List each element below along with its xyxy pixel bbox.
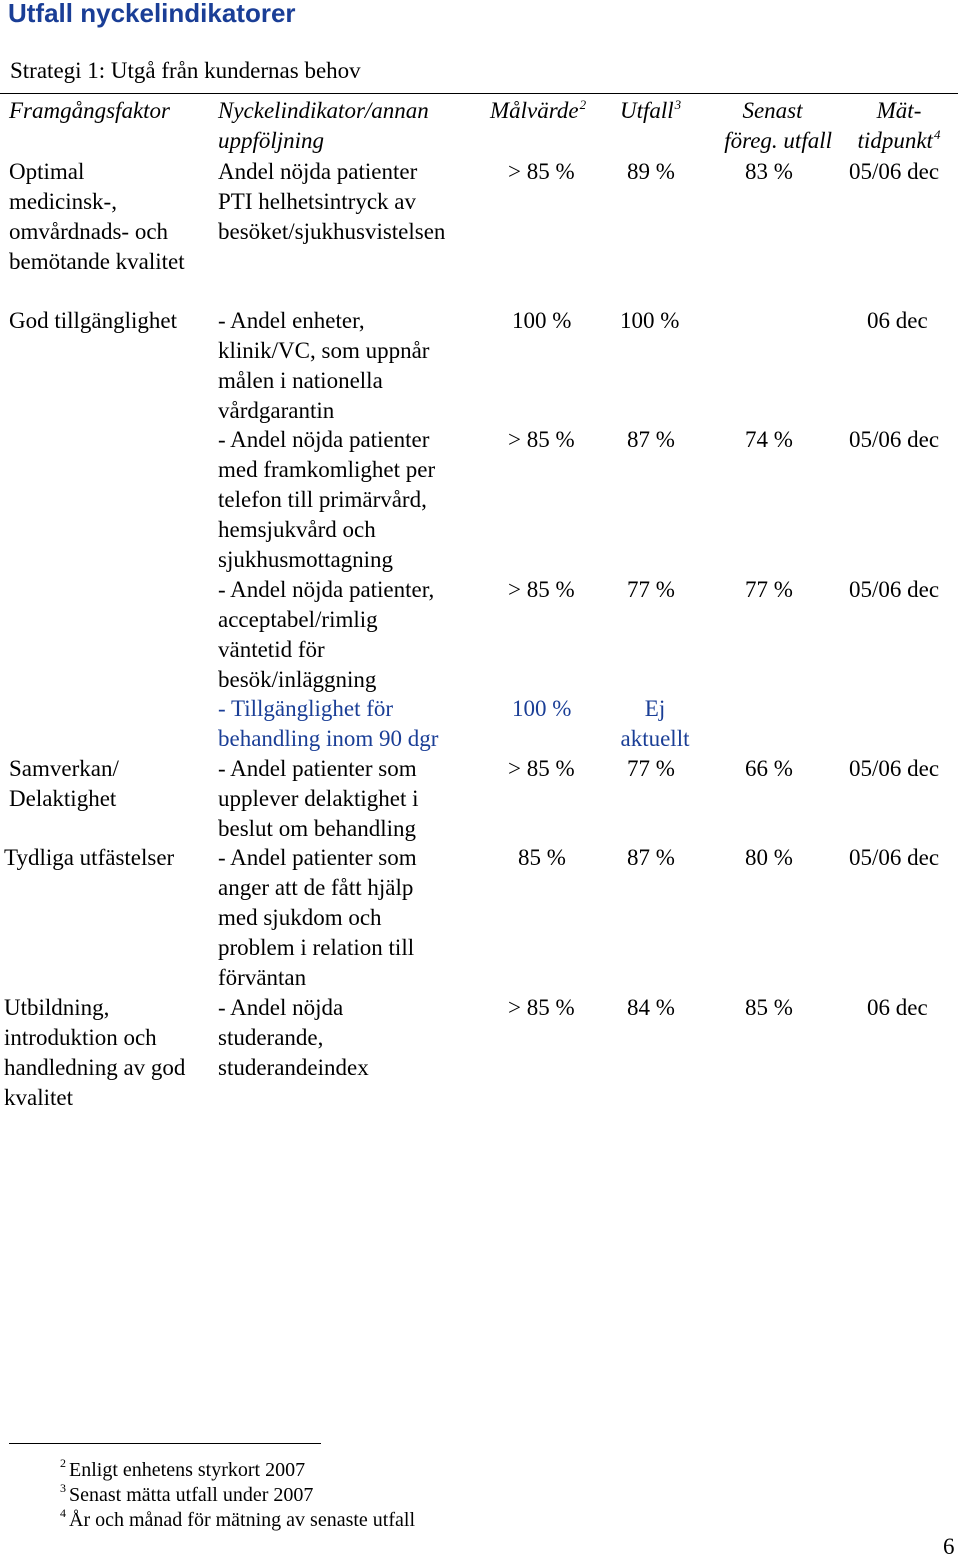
row7-indikator [218,843,417,993]
row6-malvarde: > 85 % [508,756,575,781]
text-line: upplever delaktighet i [218,786,419,811]
text-line: Delaktighet [9,786,117,811]
footnote-2: $^2$ Enligt enhetens styrkort 2007 [60,1456,306,1481]
row2-indikator [218,306,429,426]
text-line: omvårdnads- och [9,219,169,244]
table-top-rule [0,93,958,94]
row8-senast: 85 % [745,995,793,1020]
header-faktor: Framgångsfaktor [9,98,170,123]
text-line: kvalitet [4,1085,73,1110]
row5-indikator [218,694,438,754]
text-line: Ej [644,696,666,721]
text-line: - Andel patienter som [218,756,417,781]
text-line: - Tillgänglighet för [218,696,394,721]
text-line: studerandeindex [218,1055,369,1080]
row6-tidpunkt: 05/06 dec [849,756,940,781]
text-line: - Andel nöjda patienter [218,427,430,452]
text-line: medicinsk-, [9,189,117,214]
row2-tidpunkt: 06 dec [867,308,928,333]
text-line: behandling inom 90 dgr [218,726,439,751]
text-line: Samverkan/ [9,756,119,781]
text-line: målen i nationella [218,368,383,393]
row2-faktor [9,306,177,336]
row6-indikator [218,754,419,844]
text-line: God tillgänglighet [9,308,178,333]
page-number: 6 [943,1534,955,1559]
footnote-rule [9,1443,321,1444]
row3-senast: 74 % [745,427,793,452]
text-line: klinik/VC, som uppnår [218,338,430,363]
text-line: - Andel patienter som [218,845,417,870]
row1-utfall: 89 % [627,159,675,184]
text-line: studerande, [218,1025,324,1050]
text-line: - Andel nöjda [218,995,344,1020]
header-indikator-line1: Nyckelindikator/annan [218,98,429,123]
row8-tidpunkt: 06 dec [867,995,928,1020]
text-line: Utbildning, [4,995,110,1020]
footnote-3: $^3$ Senast mätta utfall under 2007 [60,1481,314,1506]
row4-malvarde: > 85 % [508,577,575,602]
row3-tidpunkt: 05/06 dec [849,427,940,452]
text-line: PTI helhetsintryck av [218,189,417,214]
row7-senast: 80 % [745,845,793,870]
header-indikator-line2: uppföljning [218,128,325,153]
text-line: besök/inläggning [218,667,377,692]
row7-utfall: 87 % [627,845,675,870]
strategy-heading: Strategi 1: Utgå från kundernas behov [10,58,361,83]
row3-indikator [218,425,435,575]
row1-indikator [218,157,445,247]
header-malvarde: Målvärde$^2$ [490,97,587,123]
row4-indikator [218,575,434,695]
row5-malvarde: 100 % [512,696,572,721]
text-line: Andel nöjda patienter [218,159,418,184]
text-line: Tydliga utfästelser [4,845,175,870]
footnote-4: $^4$ År och månad för mätning av senaste utfall [60,1506,415,1531]
row4-senast: 77 % [745,577,793,602]
row8-faktor [4,993,185,1113]
text-line: problem i relation till [218,935,415,960]
text-line: hemsjukvård och [218,517,376,542]
row8-malvarde: > 85 % [508,995,575,1020]
row1-tidpunkt: 05/06 dec [849,159,940,184]
row5-utfall [600,694,710,754]
text-line: sjukhusmottagning [218,547,394,572]
text-line: acceptabel/rimlig [218,607,378,632]
text-line: - Andel nöjda patienter, [218,577,435,602]
text-line: med sjukdom och [218,905,382,930]
header-utfall: Utfall$^3$ [620,97,682,123]
row6-senast: 66 % [745,756,793,781]
text-line: - Andel enheter, [218,308,365,333]
text-line: besöket/sjukhusvistelsen [218,219,446,244]
page-title: Utfall nyckelindikatorer [8,0,296,28]
row1-faktor [9,157,185,277]
text-line: handledning av god [4,1055,186,1080]
header-senast-line1: Senast [742,98,803,123]
row4-utfall: 77 % [627,577,675,602]
text-line: Optimal [9,159,85,184]
text-line: telefon till primärvård, [218,487,427,512]
text-line: väntetid för [218,637,325,662]
row2-utfall: 100 % [620,308,680,333]
row2-malvarde: 100 % [512,308,572,333]
row4-tidpunkt: 05/06 dec [849,577,940,602]
text-line: beslut om behandling [218,816,417,841]
text-line: anger att de fått hjälp [218,875,414,900]
text-line: med framkomlighet per [218,457,436,482]
row7-tidpunkt: 05/06 dec [849,845,940,870]
text-line: introduktion och [4,1025,157,1050]
row6-utfall: 77 % [627,756,675,781]
header-matt-line2: tidpunkt$^4$ [857,127,941,153]
row7-faktor [4,843,174,873]
text-line: bemötande kvalitet [9,249,185,274]
text-line: aktuellt [620,726,690,751]
row3-malvarde: > 85 % [508,427,575,452]
row8-indikator [218,993,369,1083]
row1-senast: 83 % [745,159,793,184]
text-line: förväntan [218,965,307,990]
row8-utfall: 84 % [627,995,675,1020]
header-matt-line1: Mät- [876,98,922,123]
row6-faktor [9,754,119,814]
row1-malvarde: > 85 % [508,159,575,184]
text-line: vårdgarantin [218,398,335,423]
row3-utfall: 87 % [627,427,675,452]
header-senast-line2: föreg. utfall [724,128,832,153]
row7-malvarde: 85 % [518,845,566,870]
